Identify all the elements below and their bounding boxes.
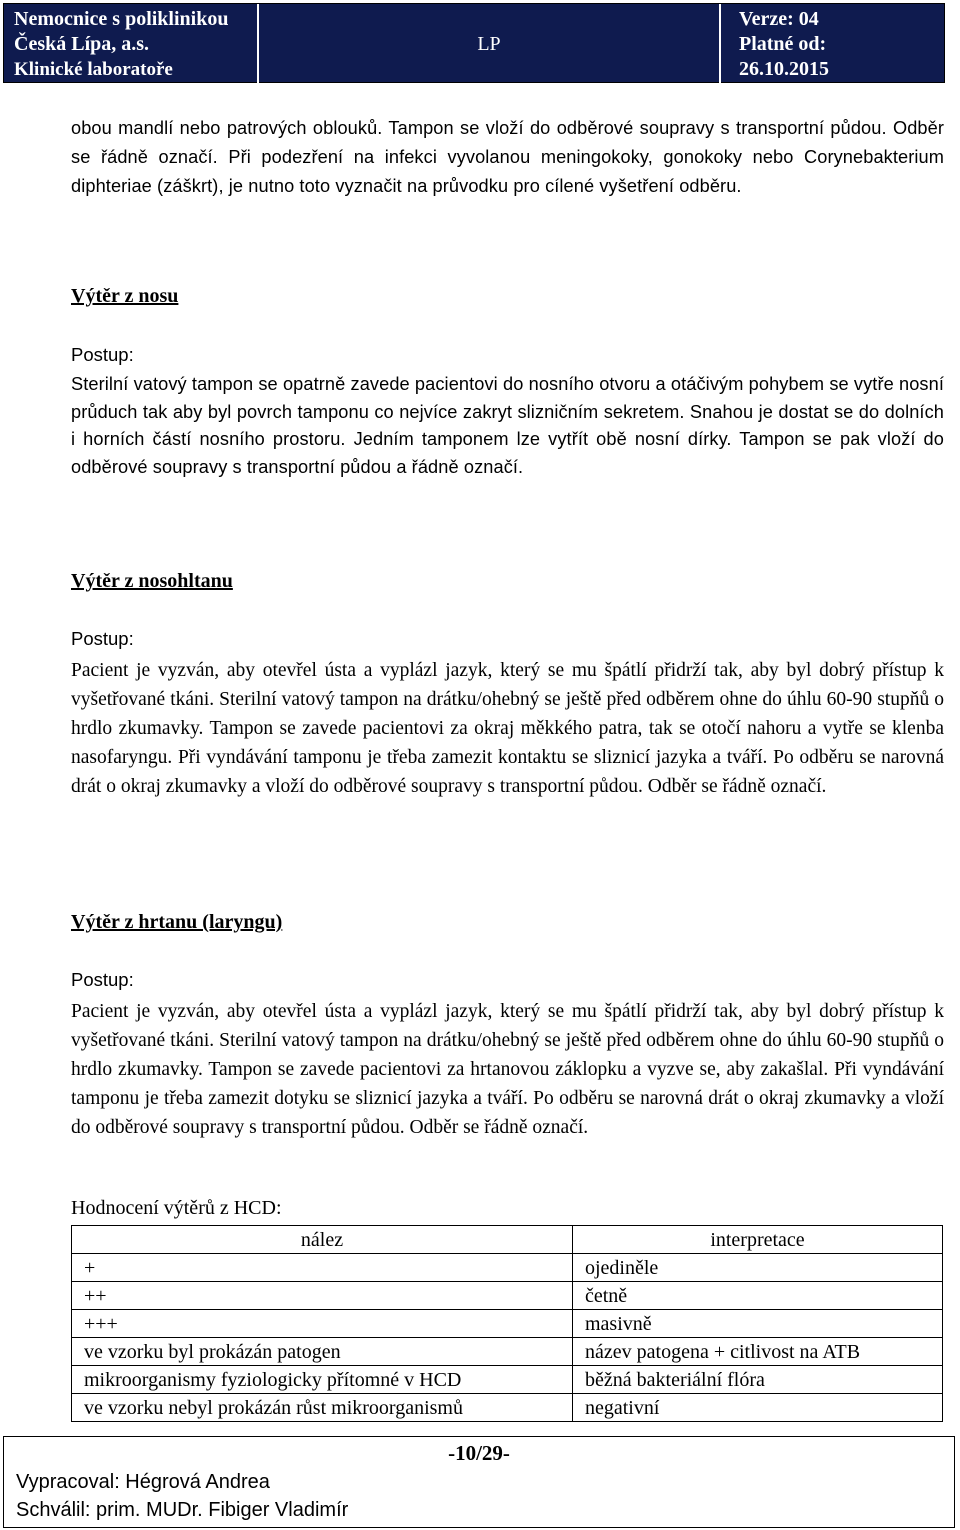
section-text-nose: Sterilní vatový tampon se opatrně zavede pacientovi do nosního otvoru a otáčivým pohybem se vytře nosní průduch tak aby byl povrch tamponu co nejvíce zakryt slizničním sekretem. Snahou je dostat se do dolních i horních částí nosního prostoru. Jedním tamponem lze vytřít obě nosní dírky. Tampon se pak vloží do odběrové soupravy s transportní půdou a řádně označí. xyxy=(71,374,944,477)
intro-paragraph: obou mandlí nebo patrových oblouků. Tampon se vloží do odběrové soupravy s transportní půdou. Odběr se řádně označí. Při podezření na infekci vyvolanou meningokoky, gonokoky nebo Corynebakterium diphteriae (záškrt), je nutno toto vyznačit na průvodku pro cílené vyšetření odběru. xyxy=(71,118,944,196)
organization-block xyxy=(4,4,259,85)
table-cell: ++ xyxy=(72,1282,573,1310)
section-text-larynx: Pacient je vyzván, aby otevřel ústa a vyplázl jazyk, který se mu špátlí přidrží tak, aby byl dobrý přístup k vyšetřované tkáni. Sterilní vatový tampon na drátku/ohebný se ještě před odběrem ohne do úhlu 60-90 stupňů o hrdlo zkumavky. Tampon se zavede pacientovi za hrtanovou záklopku a vyzve se, aby zakašlal. Při vyndávání tamponu je třeba zamezit dotyku se sliznicí jazyka a tváří. Po odběru se narovná drát o okraj zkumavky a vloží do odběrové soupravy s transportní půdou. Odběr se řádně označí. xyxy=(71,1001,944,1138)
table-row xyxy=(72,1254,943,1282)
table-cell: +++ xyxy=(72,1310,573,1338)
org-name: Nemocnice s poliklinikou xyxy=(14,8,229,30)
table-cell: mikroorganismy fyziologicky přítomné v HCD xyxy=(72,1366,573,1394)
table-row xyxy=(72,1310,943,1338)
section-title-nasopharynx: Výtěr z nosohltanu xyxy=(71,570,233,592)
table-header-row xyxy=(72,1226,943,1254)
table-row xyxy=(72,1282,943,1310)
table-cell: negativní xyxy=(573,1394,943,1422)
table-cell: + xyxy=(72,1254,573,1282)
table-cell: název patogena + citlivost na ATB xyxy=(573,1338,943,1366)
column-header: interpretace xyxy=(573,1226,943,1254)
hcd-title: Hodnocení výtěrů z HCD: xyxy=(71,1197,282,1219)
page-number: -10/29- xyxy=(448,1441,510,1465)
version-label: Verze: 04 xyxy=(739,8,819,30)
doc-code: LP xyxy=(259,4,721,85)
table-cell: běžná bakteriální flóra xyxy=(573,1366,943,1394)
column-header: nález xyxy=(72,1226,573,1254)
table-cell: ve vzorku byl prokázán patogen xyxy=(72,1338,573,1366)
table-cell: ojediněle xyxy=(573,1254,943,1282)
department-name: Klinické laboratoře xyxy=(14,59,173,80)
table-cell: masivně xyxy=(573,1310,943,1338)
table-cell: ve vzorku nebyl prokázán růst mikroorganismů xyxy=(72,1394,573,1422)
valid-from-label: Platné od: xyxy=(739,33,827,55)
document-footer xyxy=(3,1436,955,1528)
postup-label: Postup: xyxy=(71,628,134,649)
table-cell: četně xyxy=(573,1282,943,1310)
prepared-by: Vypracoval: Hégrová Andrea xyxy=(16,1471,270,1493)
table-row xyxy=(72,1338,943,1366)
section-title-nose: Výtěr z nosu xyxy=(71,285,179,307)
version-block xyxy=(721,4,946,85)
document-header xyxy=(3,3,945,83)
section-title-larynx: Výtěr z hrtanu (laryngu) xyxy=(71,911,283,933)
postup-label: Postup: xyxy=(71,969,134,990)
table-row xyxy=(72,1394,943,1422)
org-location: Česká Lípa, a.s. xyxy=(14,33,150,55)
hcd-table xyxy=(71,1225,943,1422)
valid-from-date: 26.10.2015 xyxy=(739,58,829,80)
postup-label: Postup: xyxy=(71,344,134,365)
section-text-nasopharynx: Pacient je vyzván, aby otevřel ústa a vyplázl jazyk, který se mu špátlí přidrží tak, aby byl dobrý přístup k vyšetřované tkáni. Sterilní vatový tampon na drátku/ohebný se ještě před odběrem ohne do úhlu 60-90 stupňů o hrdlo zkumavky. Tampon se zavede pacientovi za okraj měkkého patra, tak se otočí nahoru a vytře se klenba nasofaryngu. Při vyndávání tamponu je třeba zamezit kontaktu se sliznicí jazyka a tváří. Po odběru se narovná drát o okraj zkumavky a vloží do odběrové soupravy s transportní půdou. Odběr se řádně označí. xyxy=(71,660,944,797)
table-row xyxy=(72,1366,943,1394)
approved-by: Schválil: prim. MUDr. Fibiger Vladimír xyxy=(16,1499,349,1521)
